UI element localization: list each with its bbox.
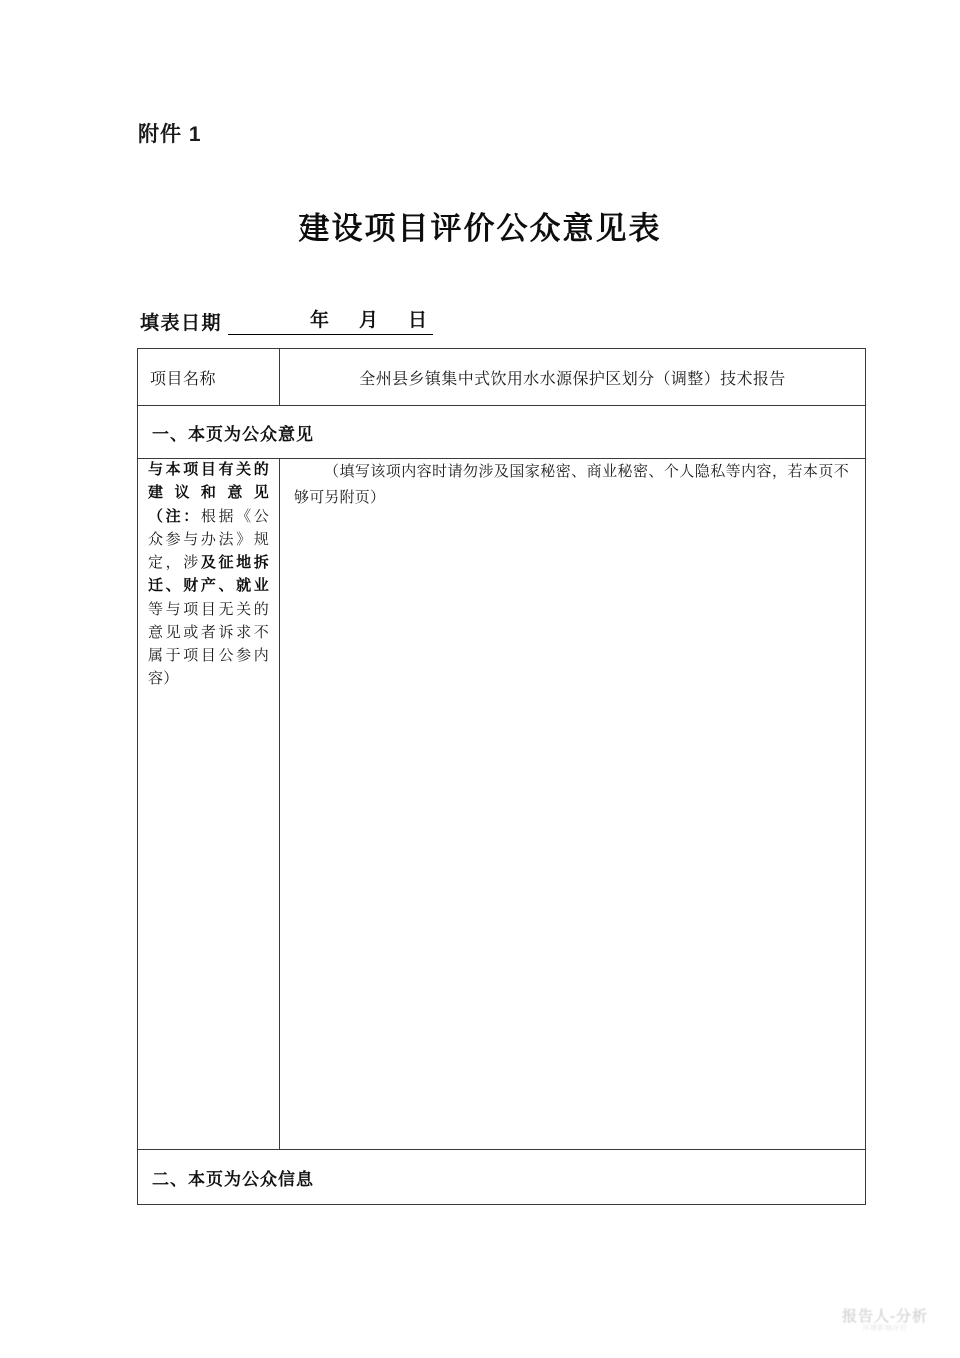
- table-row-project-name: [138, 349, 866, 406]
- project-name-label-cell: [138, 349, 280, 406]
- watermark-main-text: 报告人-分析: [842, 1308, 928, 1325]
- section-one-heading: 一、本页为公众意见: [152, 424, 314, 444]
- public-opinion-form-table: [137, 348, 866, 1205]
- opinion-label-regular-1: 根据《公众参与办法》规定，涉: [148, 508, 269, 571]
- section-two-heading: 二、本页为公众信息: [152, 1169, 314, 1189]
- table-row-section-one: [138, 406, 866, 459]
- project-name-label: 项目名称: [150, 370, 217, 388]
- project-name-value-cell[interactable]: [280, 349, 866, 406]
- section-two-cell: [138, 1150, 866, 1205]
- opinion-privacy-note: （填写该项内容时请勿涉及国家秘密、商业秘密、个人隐私等内容，若本页不够可另附页）: [294, 464, 849, 507]
- opinion-label-bold-2: 及征地拆迁、财产、就业: [148, 555, 269, 595]
- fill-date-input[interactable]: [228, 305, 433, 335]
- project-name-value: 全州县乡镇集中式饮用水水源保护区划分（调整）技术报告: [359, 370, 786, 388]
- table-row-opinion: [138, 459, 866, 1150]
- fill-date-line: [140, 305, 433, 335]
- page-watermark: [820, 1308, 950, 1333]
- opinion-content-cell[interactable]: [280, 459, 866, 1150]
- day-unit-label: 日: [408, 310, 428, 331]
- opinion-label-cell: [138, 459, 280, 1150]
- section-one-cell: [138, 406, 866, 459]
- opinion-label-regular-2: 等与项目无关的意见或者诉求不属于项目公参内容）: [148, 601, 269, 688]
- opinion-label-bold-1: 与本项目有关的建议和意见（注：: [148, 462, 269, 525]
- page-title: 建设项目评价公众意见表: [298, 211, 662, 246]
- year-unit-label: 年: [309, 310, 329, 331]
- month-unit-label: 月: [358, 310, 378, 331]
- table-row-section-two: [138, 1150, 866, 1205]
- attachment-label: 附件 1: [138, 123, 202, 146]
- fill-date-label: 填表日期: [140, 313, 223, 334]
- watermark-sub-text: 环境影响评价: [862, 1325, 908, 1333]
- opinion-label-text: [138, 459, 279, 692]
